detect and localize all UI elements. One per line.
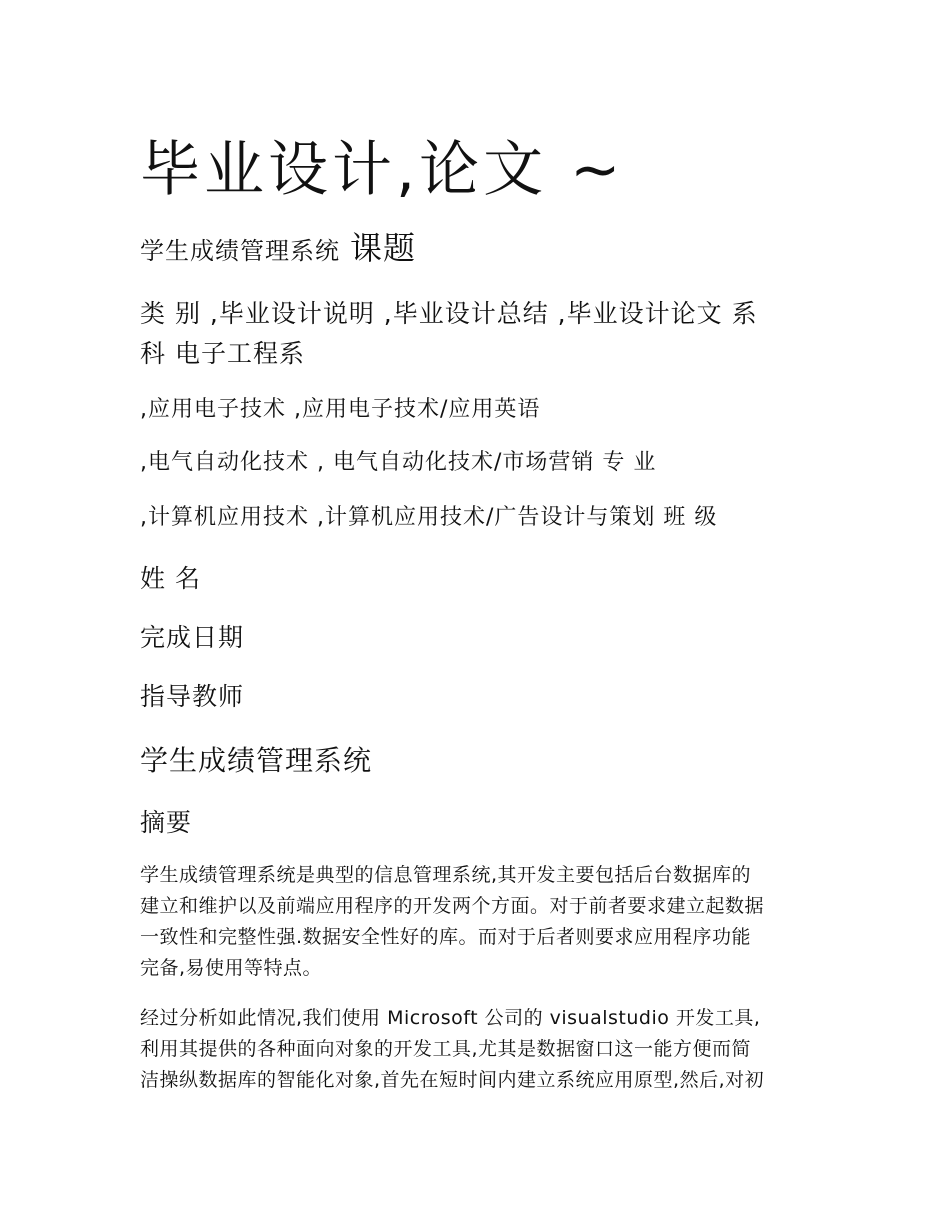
paragraph-2-line-2: 利用其提供的各种面向对象的开发工具,尤其是数据窗口这一能方便而简 [140,1038,752,1060]
paragraph-1-line-1: 学生成绩管理系统是典型的信息管理系统,其开发主要包括后台数据库的 [140,864,752,886]
field-date: 完成日期 [140,623,245,652]
abstract-paragraph-1 [140,860,820,984]
abstract-heading: 摘要 [140,808,193,837]
system-heading: 学生成绩管理系统 [140,744,373,777]
major-line-3: ,计算机应用技术 ,计算机应用技术/广告设计与策划 班 级 [140,505,718,530]
paragraph-1-line-3: 一致性和完整性强.数据安全性好的库。而对于后者则要求应用程序功能 [140,926,752,948]
paragraph-2-line-1: 经过分析如此情况,我们使用 Microsoft 公司的 visualstudio 开发工具, [140,1007,761,1029]
major-line-1: ,应用电子技术 ,应用电子技术/应用英语 [140,397,541,422]
paragraph-2-line-3: 洁操纵数据库的智能化对象,首先在短时间内建立系统应用原型,然后,对初 [140,1069,765,1091]
paragraph-1-line-2: 建立和维护以及前端应用程序的开发两个方面。对于前者要求建立起数据 [140,895,765,917]
field-name: 姓 名 [140,564,201,593]
subject-name: 学生成绩管理系统 [140,237,340,265]
category-line-2: 科 电子工程系 [140,339,305,368]
major-line-2: ,电气自动化技术 , 电气自动化技术/市场营销 专 业 [140,450,657,475]
document-title: 毕业设计,论文 ~ [140,135,625,205]
subject-line [140,228,416,271]
subject-label: 课题 [350,229,417,267]
paragraph-1-line-4: 完备,易使用等特点。 [140,957,323,979]
abstract-paragraph-2 [140,1003,820,1096]
field-advisor: 指导教师 [140,682,245,711]
category-line-1: 类 别 ,毕业设计说明 ,毕业设计总结 ,毕业设计论文 系 [140,299,758,328]
